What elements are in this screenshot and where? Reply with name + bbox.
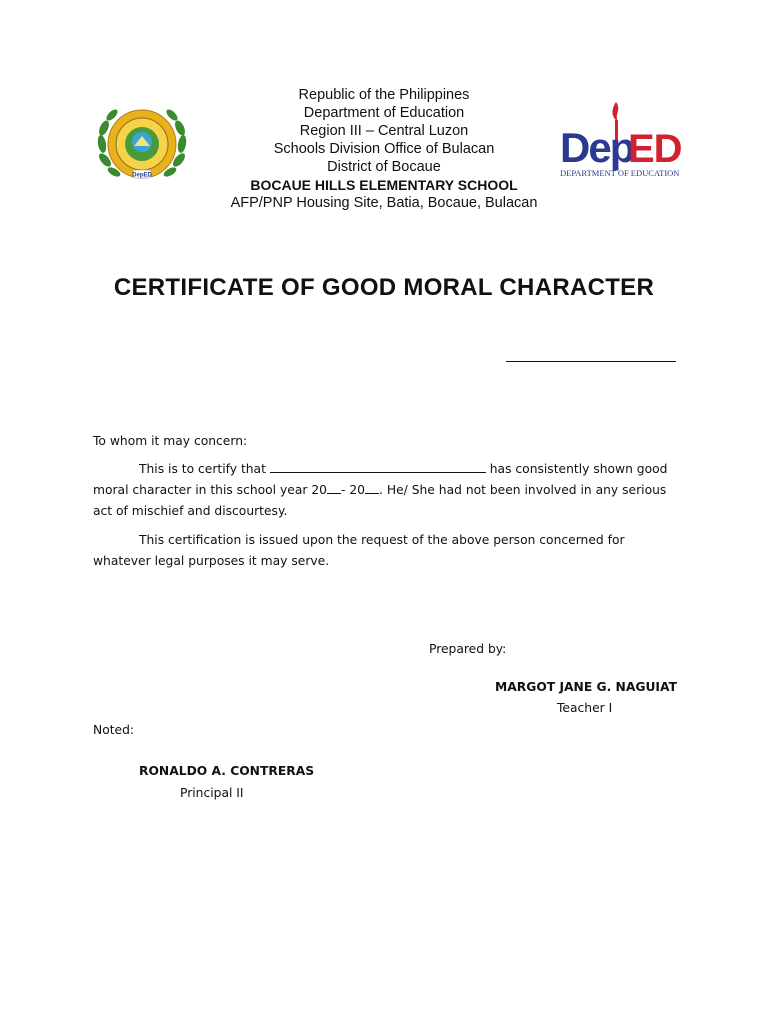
salutation: To whom it may concern: [93,434,248,448]
preparer-position: Teacher I [557,701,613,715]
date-blank-line[interactable] [506,361,676,362]
school-name: BOCAUE HILLS ELEMENTARY SCHOOL [250,177,518,193]
letterhead-line-1: Republic of the Philippines [298,87,470,103]
deped-logo-ed: ED [628,127,682,171]
student-name-blank[interactable] [270,461,486,473]
letterhead-line-5: District of Bocaue [327,159,441,175]
letterhead-line-3: Region III – Central Luzon [299,123,469,139]
seal-badge-text: DepED [132,172,152,179]
noted-by-label: Noted: [93,723,135,737]
purpose-paragraph [93,530,681,572]
paragraph-1-part-c: - 20 [341,483,366,497]
prepared-by-label: Prepared by: [429,642,507,656]
paragraph-1-part-b: has consistently shown good moral character in this school year 20 [93,462,668,497]
letterhead [0,86,768,212]
school-year-start-blank[interactable] [327,482,341,494]
certificate-title: CERTIFICATE OF GOOD MORAL CHARACTER [113,274,655,301]
paragraph-1-part-d: . He/ She had not been involved in any serious act of mischief and discourtesy. [93,483,667,518]
principal-position: Principal II [180,786,244,800]
paragraph-2-text: This certification is issued upon the request of the above person concerned for whatever legal purposes it may serve. [93,533,625,568]
principal-name: RONALDO A. CONTRERAS [139,764,315,778]
letterhead-line-4: Schools Division Office of Bulacan [273,141,495,157]
deped-logo-subtitle: DEPARTMENT OF EDUCATION [560,168,680,178]
preparer-name: MARGOT JANE G. NAGUIAT [495,680,677,694]
school-year-end-blank[interactable] [365,482,379,494]
letterhead-line-2: Department of Education [303,105,465,121]
school-address: AFP/PNP Housing Site, Batia, Bocaue, Bulacan [230,195,538,211]
paragraph-1-part-a: This is to certify that [139,462,266,476]
certification-paragraph [93,459,681,522]
deped-logo-dep: Dep [560,124,634,171]
